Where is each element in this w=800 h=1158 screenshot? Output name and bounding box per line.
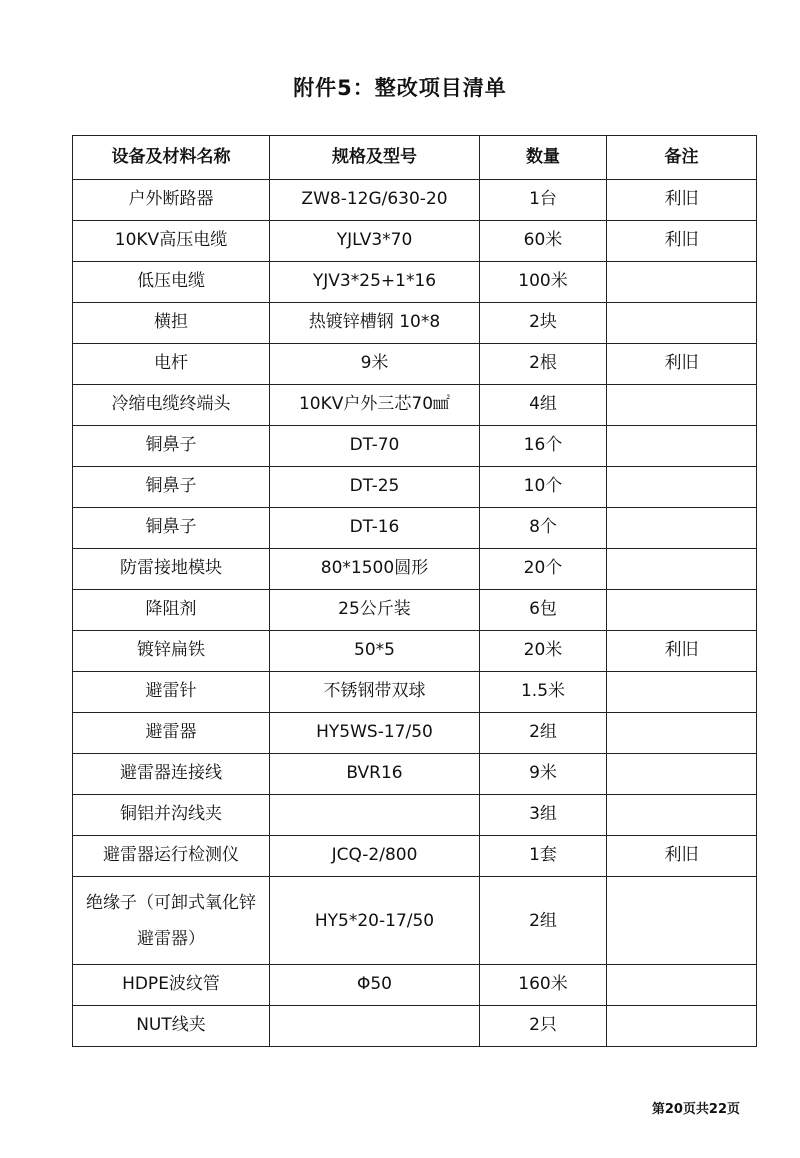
cell-qty: 1.5米 [480, 672, 607, 713]
cell-qty: 8个 [480, 508, 607, 549]
table-row [73, 508, 757, 549]
cell-spec: 80*1500圆形 [270, 549, 480, 590]
cell-remark [607, 795, 757, 836]
cell-qty: 2根 [480, 344, 607, 385]
header-remarks: 备注 [607, 136, 757, 180]
cell-remark [607, 303, 757, 344]
table-row [73, 467, 757, 508]
cell-name: 降阻剂 [73, 590, 270, 631]
cell-remark [607, 877, 757, 965]
table-row [73, 631, 757, 672]
cell-remark [607, 590, 757, 631]
cell-remark [607, 1006, 757, 1047]
cell-qty: 2组 [480, 713, 607, 754]
table-row [73, 965, 757, 1006]
cell-qty: 10个 [480, 467, 607, 508]
table-row [73, 590, 757, 631]
table-row [73, 877, 757, 965]
cell-qty: 1套 [480, 836, 607, 877]
cell-qty: 60米 [480, 221, 607, 262]
cell-qty: 20个 [480, 549, 607, 590]
cell-spec: DT-16 [270, 508, 480, 549]
cell-spec: HY5WS-17/50 [270, 713, 480, 754]
table-row [73, 672, 757, 713]
cell-spec: DT-70 [270, 426, 480, 467]
cell-spec: YJV3*25+1*16 [270, 262, 480, 303]
cell-name: 户外断路器 [73, 180, 270, 221]
cell-spec: HY5*20-17/50 [270, 877, 480, 965]
cell-name: 冷缩电缆终端头 [73, 385, 270, 426]
cell-name: 10KV高压电缆 [73, 221, 270, 262]
table-row [73, 713, 757, 754]
table-row [73, 426, 757, 467]
cell-remark [607, 754, 757, 795]
header-equipment-name: 设备及材料名称 [73, 136, 270, 180]
table-row [73, 344, 757, 385]
page-number: 第20页共22页 [651, 1102, 740, 1117]
cell-spec [270, 795, 480, 836]
cell-remark: 利旧 [607, 344, 757, 385]
cell-spec: DT-25 [270, 467, 480, 508]
cell-name: HDPE波纹管 [73, 965, 270, 1006]
cell-name: 避雷器 [73, 713, 270, 754]
cell-name: NUT线夹 [73, 1006, 270, 1047]
cell-name: 避雷器运行检测仪 [73, 836, 270, 877]
rectification-items-table [72, 135, 757, 1047]
cell-qty: 9米 [480, 754, 607, 795]
cell-remark [607, 467, 757, 508]
cell-remark: 利旧 [607, 221, 757, 262]
cell-spec: 不锈钢带双球 [270, 672, 480, 713]
page-title: 附件5：整改项目清单 [293, 76, 507, 100]
table-row [73, 385, 757, 426]
cell-spec: Φ50 [270, 965, 480, 1006]
cell-name: 避雷针 [73, 672, 270, 713]
table-row [73, 754, 757, 795]
header-specification: 规格及型号 [270, 136, 480, 180]
cell-spec: JCQ-2/800 [270, 836, 480, 877]
table-row [73, 1006, 757, 1047]
table-header-row [73, 136, 757, 180]
cell-qty: 20米 [480, 631, 607, 672]
cell-remark [607, 672, 757, 713]
cell-name: 横担 [73, 303, 270, 344]
cell-qty: 4组 [480, 385, 607, 426]
cell-spec: 25公斤装 [270, 590, 480, 631]
cell-qty: 16个 [480, 426, 607, 467]
cell-name: 电杆 [73, 344, 270, 385]
header-quantity: 数量 [480, 136, 607, 180]
cell-spec: YJLV3*70 [270, 221, 480, 262]
cell-qty: 100米 [480, 262, 607, 303]
cell-qty: 1台 [480, 180, 607, 221]
cell-remark [607, 262, 757, 303]
cell-qty: 160米 [480, 965, 607, 1006]
cell-qty: 2块 [480, 303, 607, 344]
table-row [73, 303, 757, 344]
cell-spec [270, 1006, 480, 1047]
cell-spec: 热镀锌槽钢 10*8 [270, 303, 480, 344]
cell-name: 低压电缆 [73, 262, 270, 303]
table-row [73, 836, 757, 877]
cell-name: 铜鼻子 [73, 467, 270, 508]
table-row [73, 180, 757, 221]
cell-name: 铜铝并沟线夹 [73, 795, 270, 836]
cell-remark [607, 965, 757, 1006]
cell-spec: BVR16 [270, 754, 480, 795]
cell-name: 铜鼻子 [73, 426, 270, 467]
cell-remark [607, 713, 757, 754]
cell-spec: 10KV户外三芯70㎟ [270, 385, 480, 426]
cell-qty: 2组 [480, 877, 607, 965]
cell-name: 铜鼻子 [73, 508, 270, 549]
cell-qty: 3组 [480, 795, 607, 836]
table-row [73, 795, 757, 836]
cell-spec: ZW8-12G/630-20 [270, 180, 480, 221]
table-row [73, 549, 757, 590]
cell-spec: 50*5 [270, 631, 480, 672]
cell-spec: 9米 [270, 344, 480, 385]
cell-name: 防雷接地模块 [73, 549, 270, 590]
cell-qty: 6包 [480, 590, 607, 631]
cell-name: 镀锌扁铁 [73, 631, 270, 672]
cell-remark: 利旧 [607, 180, 757, 221]
cell-remark [607, 385, 757, 426]
cell-remark: 利旧 [607, 836, 757, 877]
table-row [73, 221, 757, 262]
cell-name: 避雷器连接线 [73, 754, 270, 795]
table-row [73, 262, 757, 303]
cell-name: 绝缘子（可卸式氧化锌避雷器） [73, 877, 270, 965]
cell-qty: 2只 [480, 1006, 607, 1047]
cell-remark [607, 549, 757, 590]
cell-remark [607, 426, 757, 467]
cell-remark [607, 508, 757, 549]
cell-remark: 利旧 [607, 631, 757, 672]
